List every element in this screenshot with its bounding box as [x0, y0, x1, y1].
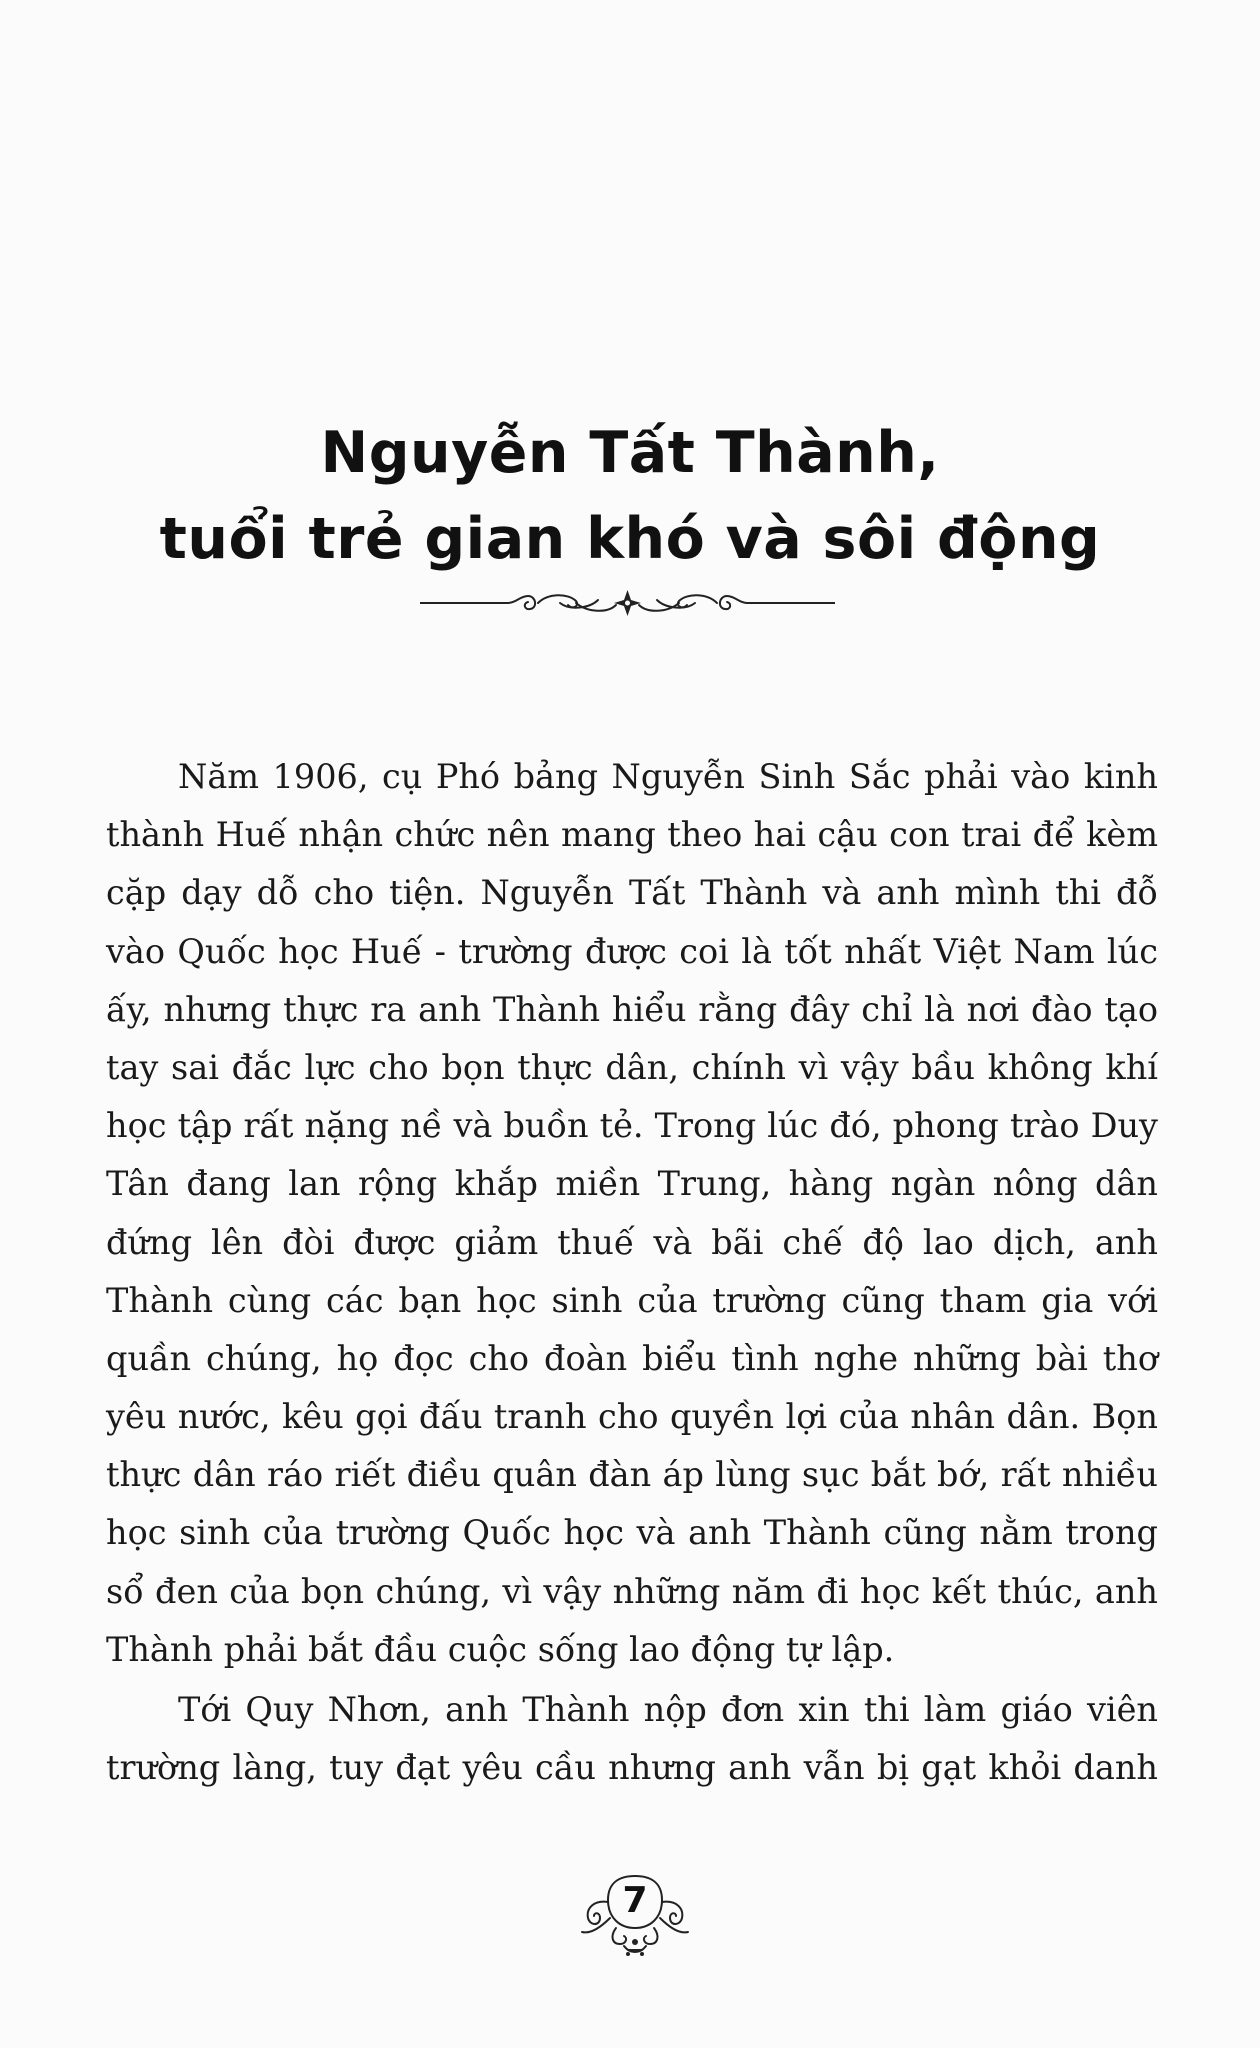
text-line: Tân đang lan rộng khắp miền Trung, hàng ngàn nông dân	[106, 1164, 1158, 1204]
text-line: Thành cùng các bạn học sinh của trường cũng tham gia với	[106, 1280, 1158, 1320]
text-line: thực dân ráo riết điều quân đàn áp lùng sục bắt bớ, rất nhiều	[106, 1455, 1158, 1495]
text-line: sổ đen của bọn chúng, vì vậy những năm đi học kết thúc, anh	[106, 1571, 1158, 1611]
page-number-badge	[570, 1862, 700, 1967]
text-line: quần chúng, họ đọc cho đoàn biểu tình nghe những bài thơ	[106, 1338, 1158, 1378]
text-line: Thành phải bắt đầu cuộc sống lao động tự lập.	[106, 1629, 895, 1669]
text-line: Tới Quy Nhơn, anh Thành nộp đơn xin thi làm giáo viên	[178, 1690, 1158, 1729]
text-line: học sinh của trường Quốc học và anh Thành cũng nằm trong	[106, 1513, 1158, 1553]
text-line: yêu nước, kêu gọi đấu tranh cho quyền lợi của nhân dân. Bọn	[106, 1397, 1158, 1437]
text-line: cặp dạy dỗ cho tiện. Nguyễn Tất Thành và anh mình thi đỗ	[106, 873, 1158, 913]
text-line: đứng lên đòi được giảm thuế và bãi chế độ lao dịch, anh	[106, 1222, 1158, 1262]
text-line: trường làng, tuy đạt yêu cầu nhưng anh vẫn bị gạt khỏi danh	[106, 1748, 1158, 1788]
title-divider-ornament	[420, 578, 835, 628]
text-line: Năm 1906, cụ Phó bảng Nguyễn Sinh Sắc phải vào kinh	[178, 757, 1158, 796]
page-number: 7	[622, 1880, 648, 1921]
text-line: thành Huế nhận chức nên mang theo hai cậu con trai để kèm	[106, 815, 1158, 855]
text-line: học tập rất nặng nề và buồn tẻ. Trong lúc đó, phong trào Duy	[106, 1106, 1158, 1146]
text-line: tay sai đắc lực cho bọn thực dân, chính vì vậy bầu không khí	[106, 1047, 1158, 1087]
text-line: vào Quốc học Huế - trường được coi là tốt nhất Việt Nam lúc	[106, 931, 1158, 971]
chapter-title	[0, 410, 1260, 582]
text-line: ấy, nhưng thực ra anh Thành hiểu rằng đây chỉ là nơi đào tạo	[106, 989, 1158, 1029]
chapter-title-line-1: Nguyễn Tất Thành,	[320, 420, 940, 486]
body-text	[106, 748, 1158, 1797]
chapter-title-line-2: tuổi trẻ gian khó và sôi động	[159, 506, 1101, 572]
